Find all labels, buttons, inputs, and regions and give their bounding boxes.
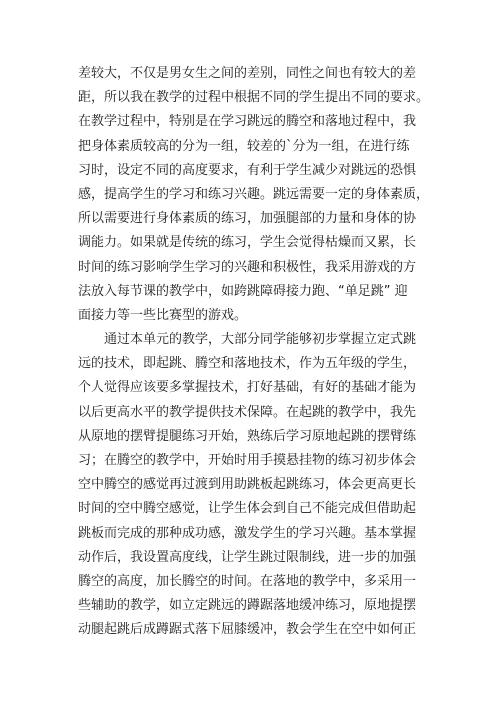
text-line: 感，提高学生的学习和练习兴趣。跳远需要一定的身体素质， <box>78 186 430 202</box>
text-line: 个人觉得应该要多掌握技术，打好基础，有好的基础才能为 <box>78 380 417 396</box>
text-line: 动腿起跳后成蹲踞式落下屈膝缓冲，教会学生在空中如何正 <box>78 622 417 638</box>
text-line: 跳板而完成的那种成功感，激发学生的学习兴趣。基本掌握 <box>78 525 417 541</box>
text-line: 空中腾空的感觉再过渡到用助跳板起跳练习，体会更高更长 <box>78 477 417 493</box>
text-line: 调能力。如果就是传统的练习，学生会觉得枯燥而又累，长 <box>78 235 417 251</box>
text-line: 把身体素质较高的分为一组，较差的`分为一组，在进行练 <box>78 138 410 154</box>
text-line: 从原地的摆臂提腿练习开始，熟练后学习原地起跳的摆臂练 <box>78 428 417 444</box>
text-line: 时间的空中腾空感觉，让学生体会到自己不能完成但借助起 <box>78 501 417 517</box>
text-line: 所以需要进行身体素质的练习，加强腿部的力量和身体的协 <box>78 211 417 227</box>
paragraph-first-line: 通过本单元的教学，大部分同学能够初步掌握立定式跳 <box>78 332 417 348</box>
text-line: 在教学过程中，特别是在学习跳远的腾空和落地过程中，我 <box>78 114 417 130</box>
text-line: 动作后，我设置高度线，让学生跳过限制线，进一步的加强 <box>78 549 417 565</box>
text-line: 习；在腾空的教学中，开始时用手摸悬挂物的练习初步体会 <box>78 453 417 468</box>
text-line: 以后更高水平的教学提供技术保障。在起跳的教学中，我先 <box>78 404 417 420</box>
text-line: 远的技术，即起跳、腾空和落地技术，作为五年级的学生， <box>78 356 417 372</box>
text-line: 面接力等一些比赛型的游戏。 <box>78 307 248 323</box>
text-line: 差较大，不仅是男女生之间的差别，同性之间也有较大的差 <box>78 66 417 81</box>
text-line: 时间的练习影响学生学习的兴趣和积极性，我采用游戏的方 <box>78 259 417 275</box>
text-line: 习时，设定不同的高度要求，有利于学生减少对跳远的恐惧 <box>78 162 417 178</box>
text-line: 法放入每节课的教学中，如跨跳障碍接力跑、“单足跳” 迎 <box>78 283 408 299</box>
body-text <box>78 62 428 643</box>
text-line: 腾空的高度，加长腾空的时间。在落地的教学中，多采用一 <box>78 573 417 589</box>
text-line: 距，所以我在教学的过程中根据不同的学生提出不同的要求。 <box>78 90 430 106</box>
text-line: 些辅助的教学，如立定跳远的蹲踞落地缓冲练习，原地提摆 <box>78 598 417 614</box>
